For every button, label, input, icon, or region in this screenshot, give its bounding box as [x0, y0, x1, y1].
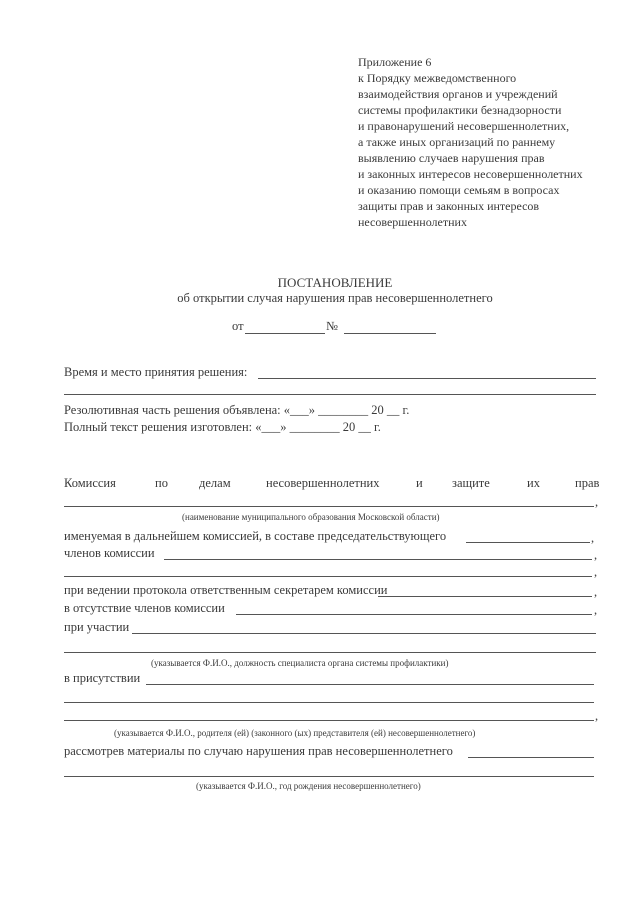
number-blank[interactable]: [344, 333, 436, 334]
appendix-line: взаимодействия органов и учреждений: [358, 87, 558, 101]
appendix-line: и законных интересов несовершеннолетних: [358, 167, 583, 181]
absence-label: в отсутствие членов комиссии: [64, 601, 225, 615]
from-label: от: [232, 319, 244, 333]
commission-word: их: [527, 476, 540, 490]
presence-blank[interactable]: [146, 684, 594, 685]
commission-word: прав: [575, 476, 600, 490]
full-text-made: Полный текст решения изготовлен: «___» ________ 20 __ г.: [64, 420, 381, 434]
participation-blank-2[interactable]: [64, 652, 596, 653]
comma: ,: [595, 709, 599, 723]
secretary-label: при ведении протокола ответственным секретарем комиссии: [64, 583, 388, 597]
appendix-line: системы профилактики безнадзорности: [358, 103, 562, 117]
comma: ,: [594, 548, 598, 562]
reviewed-label: рассмотрев материалы по случаю нарушения прав несовершеннолетнего: [64, 744, 453, 758]
appendix-line: а также иных организаций по раннему: [358, 135, 556, 149]
appendix-line: Приложение 6: [358, 55, 432, 69]
appendix-line: и правонарушений несовершеннолетних,: [358, 119, 570, 133]
comma: ,: [591, 531, 595, 545]
minor-caption: (указывается Ф.И.О., год рождения несовершеннолетнего): [196, 781, 421, 791]
appendix-line: защиты прав и законных интересов: [358, 199, 540, 213]
time-place-blank[interactable]: [258, 378, 596, 379]
commission-word: защите: [452, 476, 490, 490]
resolution-announced: Резолютивная часть решения объявлена: «___» ________ 20 __ г.: [64, 403, 410, 417]
minor-blank[interactable]: [64, 776, 594, 777]
time-place-label: Время и место принятия решения:: [64, 365, 248, 379]
comma: ,: [594, 585, 598, 599]
appendix-line: и оказанию помощи семьям в вопросах: [358, 183, 560, 197]
municipality-blank[interactable]: [64, 506, 594, 507]
members-blank-2[interactable]: [64, 576, 592, 577]
hereinafter-label: именуемая в дальнейшем комиссией, в составе председательствующего: [64, 529, 447, 543]
commission-word: по: [155, 476, 168, 490]
comma: ,: [594, 565, 598, 579]
commission-word: и: [416, 476, 423, 490]
comma: ,: [594, 603, 598, 617]
presence-blank-3[interactable]: [64, 720, 594, 721]
commission-word: Комиссия: [64, 476, 116, 490]
parent-caption: (указывается Ф.И.О., родителя (ей) (законного (ых) представителя (ей) несовершеннолетнего): [114, 728, 476, 738]
participation-blank[interactable]: [132, 633, 596, 634]
appendix-line: к Порядку межведомственного: [358, 71, 517, 85]
municipality-caption: (наименование муниципального образования Московской области): [182, 512, 440, 522]
secretary-blank[interactable]: [378, 596, 592, 597]
date-blank[interactable]: [245, 333, 325, 334]
absence-blank[interactable]: [236, 614, 592, 615]
appendix-line: выявлению случаев нарушения прав: [358, 151, 545, 165]
document-subtitle: об открытии случая нарушения прав несовершеннолетнего: [177, 291, 493, 305]
time-place-blank-2[interactable]: [64, 394, 596, 395]
specialist-caption: (указывается Ф.И.О., должность специалиста органа системы профилактики): [151, 658, 449, 668]
commission-word: несовершеннолетних: [266, 476, 380, 490]
reviewed-blank[interactable]: [468, 757, 594, 758]
participation-label: при участии: [64, 620, 130, 634]
presence-label: в присутствии: [64, 671, 141, 685]
number-label: №: [326, 319, 338, 333]
document-title: ПОСТАНОВЛЕНИЕ: [277, 275, 393, 290]
chairman-blank[interactable]: [466, 542, 590, 543]
presence-blank-2[interactable]: [64, 702, 594, 703]
members-label: членов комиссии: [64, 546, 155, 560]
comma: ,: [595, 495, 599, 509]
commission-word: делам: [199, 476, 231, 490]
appendix-line: несовершеннолетних: [358, 215, 467, 229]
members-blank[interactable]: [164, 559, 592, 560]
